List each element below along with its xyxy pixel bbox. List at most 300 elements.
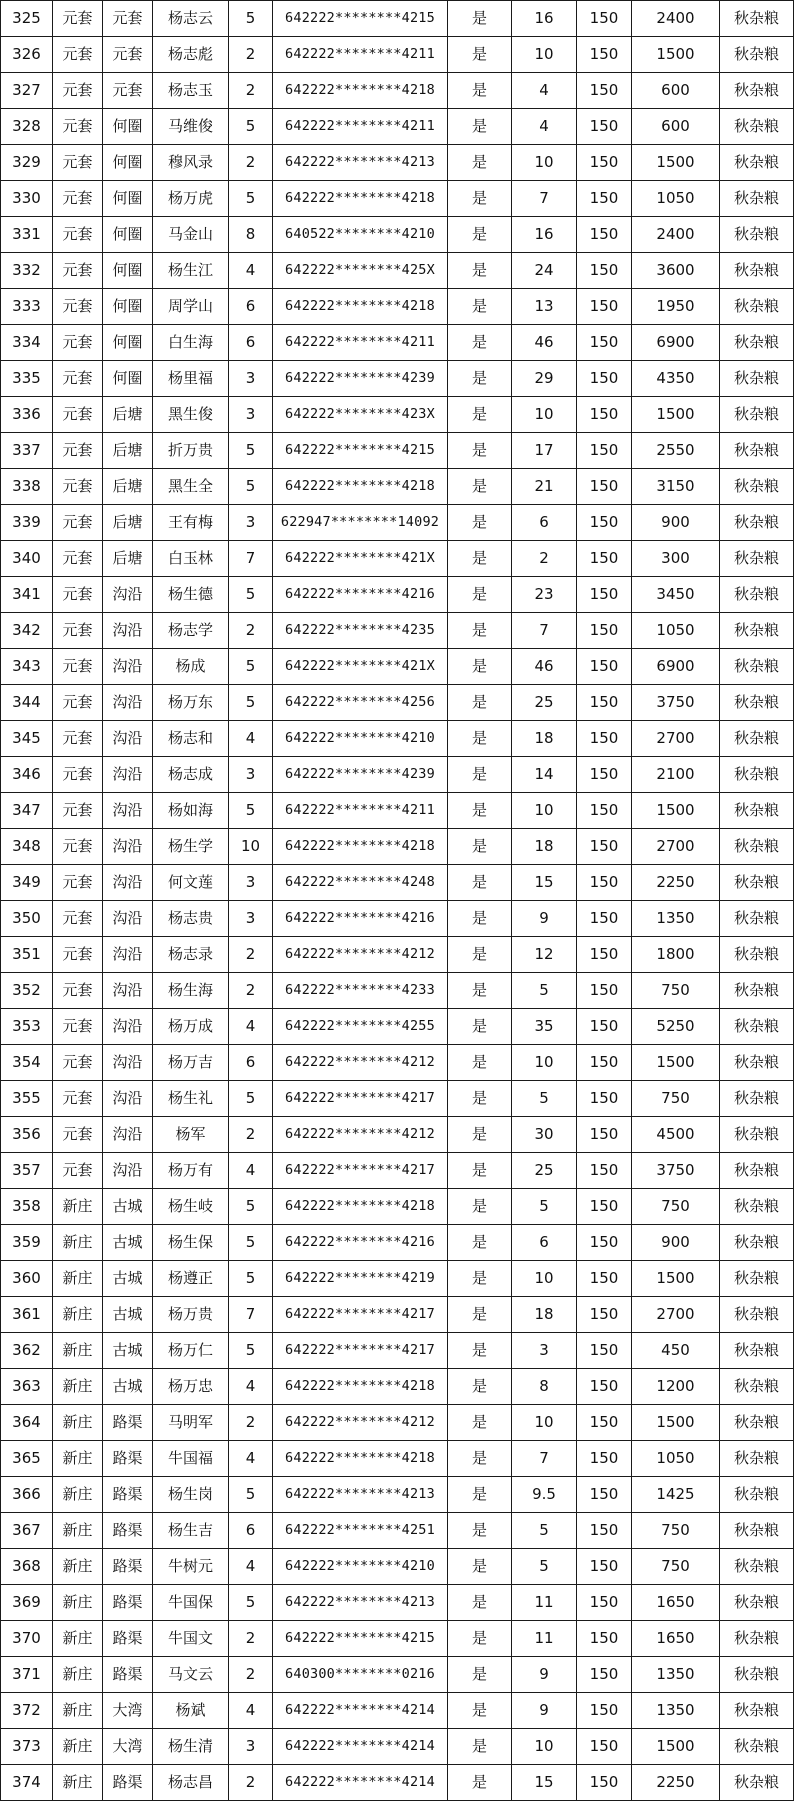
table-row xyxy=(1,901,794,937)
table-row xyxy=(1,1153,794,1189)
row-number-cell: 352 xyxy=(1,973,53,1009)
id-number-cell: 642222********4212 xyxy=(273,1405,448,1441)
area-cell: 7 xyxy=(512,181,577,217)
area-cell: 25 xyxy=(512,1153,577,1189)
table-row xyxy=(1,1477,794,1513)
township-cell: 元套 xyxy=(53,865,103,901)
subsidy-amount-cell: 3150 xyxy=(632,469,720,505)
table-row xyxy=(1,721,794,757)
household-size-cell: 5 xyxy=(229,1,273,37)
area-cell: 8 xyxy=(512,1369,577,1405)
table-row xyxy=(1,37,794,73)
eligibility-flag-cell: 是 xyxy=(448,253,512,289)
household-size-cell: 4 xyxy=(229,1549,273,1585)
row-number-cell: 369 xyxy=(1,1585,53,1621)
eligibility-flag-cell: 是 xyxy=(448,1549,512,1585)
id-number-cell: 642222********4218 xyxy=(273,1189,448,1225)
id-number-cell: 642222********4211 xyxy=(273,793,448,829)
village-cell: 路渠 xyxy=(103,1477,153,1513)
area-cell: 4 xyxy=(512,73,577,109)
eligibility-flag-cell: 是 xyxy=(448,217,512,253)
subsidy-amount-cell: 600 xyxy=(632,109,720,145)
id-number-cell: 642222********4212 xyxy=(273,1117,448,1153)
household-size-cell: 2 xyxy=(229,145,273,181)
township-cell: 新庄 xyxy=(53,1657,103,1693)
crop-type-cell: 秋杂粮 xyxy=(720,1765,794,1801)
township-cell: 元套 xyxy=(53,973,103,1009)
area-cell: 5 xyxy=(512,1549,577,1585)
eligibility-flag-cell: 是 xyxy=(448,109,512,145)
eligibility-flag-cell: 是 xyxy=(448,397,512,433)
name-cell: 何文莲 xyxy=(153,865,229,901)
area-cell: 9 xyxy=(512,901,577,937)
village-cell: 古城 xyxy=(103,1369,153,1405)
subsidy-amount-cell: 1800 xyxy=(632,937,720,973)
row-number-cell: 359 xyxy=(1,1225,53,1261)
eligibility-flag-cell: 是 xyxy=(448,757,512,793)
household-size-cell: 6 xyxy=(229,289,273,325)
row-number-cell: 347 xyxy=(1,793,53,829)
township-cell: 元套 xyxy=(53,1117,103,1153)
table-row xyxy=(1,1297,794,1333)
row-number-cell: 361 xyxy=(1,1297,53,1333)
name-cell: 牛国文 xyxy=(153,1621,229,1657)
crop-type-cell: 秋杂粮 xyxy=(720,1,794,37)
row-number-cell: 341 xyxy=(1,577,53,613)
id-number-cell: 642222********4217 xyxy=(273,1333,448,1369)
row-number-cell: 345 xyxy=(1,721,53,757)
subsidy-amount-cell: 1650 xyxy=(632,1621,720,1657)
household-size-cell: 2 xyxy=(229,1657,273,1693)
village-cell: 沟沿 xyxy=(103,901,153,937)
id-number-cell: 642222********425X xyxy=(273,253,448,289)
id-number-cell: 642222********4213 xyxy=(273,1477,448,1513)
eligibility-flag-cell: 是 xyxy=(448,1009,512,1045)
village-cell: 何圈 xyxy=(103,181,153,217)
township-cell: 新庄 xyxy=(53,1513,103,1549)
table-row xyxy=(1,1225,794,1261)
subsidy-rate-cell: 150 xyxy=(577,1441,632,1477)
eligibility-flag-cell: 是 xyxy=(448,1117,512,1153)
subsidy-rate-cell: 150 xyxy=(577,937,632,973)
area-cell: 35 xyxy=(512,1009,577,1045)
row-number-cell: 366 xyxy=(1,1477,53,1513)
eligibility-flag-cell: 是 xyxy=(448,973,512,1009)
village-cell: 沟沿 xyxy=(103,757,153,793)
household-size-cell: 6 xyxy=(229,1045,273,1081)
household-size-cell: 4 xyxy=(229,1693,273,1729)
eligibility-flag-cell: 是 xyxy=(448,1333,512,1369)
township-cell: 元套 xyxy=(53,937,103,973)
table-row xyxy=(1,973,794,1009)
area-cell: 10 xyxy=(512,1261,577,1297)
id-number-cell: 640522********4210 xyxy=(273,217,448,253)
village-cell: 沟沿 xyxy=(103,649,153,685)
name-cell: 马维俊 xyxy=(153,109,229,145)
area-cell: 13 xyxy=(512,289,577,325)
crop-type-cell: 秋杂粮 xyxy=(720,361,794,397)
id-number-cell: 642222********4214 xyxy=(273,1693,448,1729)
subsidy-rate-cell: 150 xyxy=(577,901,632,937)
township-cell: 新庄 xyxy=(53,1693,103,1729)
subsidy-rate-cell: 150 xyxy=(577,757,632,793)
id-number-cell: 642222********4212 xyxy=(273,1045,448,1081)
crop-type-cell: 秋杂粮 xyxy=(720,1369,794,1405)
area-cell: 14 xyxy=(512,757,577,793)
subsidy-rate-cell: 150 xyxy=(577,109,632,145)
household-size-cell: 6 xyxy=(229,1513,273,1549)
table-row xyxy=(1,1585,794,1621)
subsidy-rate-cell: 150 xyxy=(577,1369,632,1405)
eligibility-flag-cell: 是 xyxy=(448,793,512,829)
subsidy-rate-cell: 150 xyxy=(577,1081,632,1117)
household-size-cell: 5 xyxy=(229,1261,273,1297)
table-row xyxy=(1,1369,794,1405)
crop-type-cell: 秋杂粮 xyxy=(720,937,794,973)
name-cell: 杨生清 xyxy=(153,1729,229,1765)
id-number-cell: 640300********0216 xyxy=(273,1657,448,1693)
name-cell: 杨成 xyxy=(153,649,229,685)
household-size-cell: 5 xyxy=(229,469,273,505)
area-cell: 3 xyxy=(512,1333,577,1369)
township-cell: 元套 xyxy=(53,1009,103,1045)
crop-type-cell: 秋杂粮 xyxy=(720,181,794,217)
area-cell: 2 xyxy=(512,541,577,577)
table-row xyxy=(1,505,794,541)
table-row xyxy=(1,1693,794,1729)
area-cell: 29 xyxy=(512,361,577,397)
id-number-cell: 642222********4214 xyxy=(273,1765,448,1801)
household-size-cell: 8 xyxy=(229,217,273,253)
area-cell: 15 xyxy=(512,1765,577,1801)
table-row xyxy=(1,793,794,829)
subsidy-amount-cell: 2700 xyxy=(632,829,720,865)
household-size-cell: 2 xyxy=(229,613,273,649)
area-cell: 24 xyxy=(512,253,577,289)
name-cell: 折万贵 xyxy=(153,433,229,469)
eligibility-flag-cell: 是 xyxy=(448,325,512,361)
row-number-cell: 340 xyxy=(1,541,53,577)
name-cell: 杨万吉 xyxy=(153,1045,229,1081)
table-row xyxy=(1,1,794,37)
village-cell: 路渠 xyxy=(103,1441,153,1477)
township-cell: 元套 xyxy=(53,289,103,325)
subsidy-amount-cell: 1425 xyxy=(632,1477,720,1513)
subsidy-rate-cell: 150 xyxy=(577,217,632,253)
name-cell: 杨志贵 xyxy=(153,901,229,937)
name-cell: 杨生德 xyxy=(153,577,229,613)
area-cell: 10 xyxy=(512,1045,577,1081)
household-size-cell: 2 xyxy=(229,1405,273,1441)
eligibility-flag-cell: 是 xyxy=(448,865,512,901)
area-cell: 9 xyxy=(512,1657,577,1693)
row-number-cell: 328 xyxy=(1,109,53,145)
table-row xyxy=(1,109,794,145)
eligibility-flag-cell: 是 xyxy=(448,73,512,109)
area-cell: 11 xyxy=(512,1585,577,1621)
table-row xyxy=(1,145,794,181)
eligibility-flag-cell: 是 xyxy=(448,1405,512,1441)
area-cell: 11 xyxy=(512,1621,577,1657)
township-cell: 新庄 xyxy=(53,1405,103,1441)
subsidy-rate-cell: 150 xyxy=(577,1189,632,1225)
subsidy-amount-cell: 1650 xyxy=(632,1585,720,1621)
village-cell: 路渠 xyxy=(103,1585,153,1621)
household-size-cell: 4 xyxy=(229,253,273,289)
row-number-cell: 327 xyxy=(1,73,53,109)
subsidy-amount-cell: 750 xyxy=(632,1189,720,1225)
township-cell: 元套 xyxy=(53,577,103,613)
subsidy-rate-cell: 150 xyxy=(577,1693,632,1729)
subsidy-rate-cell: 150 xyxy=(577,145,632,181)
table-row xyxy=(1,181,794,217)
subsidy-amount-cell: 6900 xyxy=(632,649,720,685)
id-number-cell: 642222********4216 xyxy=(273,901,448,937)
subsidy-amount-cell: 900 xyxy=(632,1225,720,1261)
table-row xyxy=(1,937,794,973)
crop-type-cell: 秋杂粮 xyxy=(720,757,794,793)
subsidy-rate-cell: 150 xyxy=(577,1765,632,1801)
household-size-cell: 2 xyxy=(229,1117,273,1153)
id-number-cell: 642222********4218 xyxy=(273,1441,448,1477)
name-cell: 杨生学 xyxy=(153,829,229,865)
subsidy-rate-cell: 150 xyxy=(577,181,632,217)
name-cell: 牛树元 xyxy=(153,1549,229,1585)
household-size-cell: 5 xyxy=(229,433,273,469)
row-number-cell: 355 xyxy=(1,1081,53,1117)
table-row xyxy=(1,757,794,793)
name-cell: 杨志录 xyxy=(153,937,229,973)
area-cell: 12 xyxy=(512,937,577,973)
subsidy-rate-cell: 150 xyxy=(577,361,632,397)
eligibility-flag-cell: 是 xyxy=(448,541,512,577)
name-cell: 牛国保 xyxy=(153,1585,229,1621)
subsidy-rate-cell: 150 xyxy=(577,1333,632,1369)
name-cell: 杨万成 xyxy=(153,1009,229,1045)
row-number-cell: 356 xyxy=(1,1117,53,1153)
household-size-cell: 2 xyxy=(229,973,273,1009)
village-cell: 古城 xyxy=(103,1333,153,1369)
household-size-cell: 3 xyxy=(229,361,273,397)
row-number-cell: 335 xyxy=(1,361,53,397)
township-cell: 新庄 xyxy=(53,1297,103,1333)
subsidy-rate-cell: 150 xyxy=(577,1117,632,1153)
township-cell: 新庄 xyxy=(53,1225,103,1261)
area-cell: 46 xyxy=(512,649,577,685)
crop-type-cell: 秋杂粮 xyxy=(720,685,794,721)
village-cell: 沟沿 xyxy=(103,685,153,721)
crop-type-cell: 秋杂粮 xyxy=(720,541,794,577)
subsidy-amount-cell: 5250 xyxy=(632,1009,720,1045)
subsidy-amount-cell: 1500 xyxy=(632,37,720,73)
township-cell: 新庄 xyxy=(53,1477,103,1513)
table-row xyxy=(1,1117,794,1153)
household-size-cell: 7 xyxy=(229,541,273,577)
eligibility-flag-cell: 是 xyxy=(448,1441,512,1477)
township-cell: 新庄 xyxy=(53,1585,103,1621)
name-cell: 杨志彪 xyxy=(153,37,229,73)
table-row xyxy=(1,1189,794,1225)
subsidy-amount-cell: 750 xyxy=(632,1549,720,1585)
household-size-cell: 3 xyxy=(229,901,273,937)
crop-type-cell: 秋杂粮 xyxy=(720,577,794,613)
subsidy-amount-cell: 1500 xyxy=(632,1045,720,1081)
subsidy-amount-cell: 2400 xyxy=(632,1,720,37)
township-cell: 元套 xyxy=(53,469,103,505)
id-number-cell: 642222********4218 xyxy=(273,829,448,865)
id-number-cell: 622947********14092 xyxy=(273,505,448,541)
id-number-cell: 642222********4211 xyxy=(273,109,448,145)
village-cell: 路渠 xyxy=(103,1621,153,1657)
eligibility-flag-cell: 是 xyxy=(448,1693,512,1729)
table-row xyxy=(1,1333,794,1369)
village-cell: 沟沿 xyxy=(103,1081,153,1117)
name-cell: 白生海 xyxy=(153,325,229,361)
table-row xyxy=(1,1549,794,1585)
crop-type-cell: 秋杂粮 xyxy=(720,1621,794,1657)
id-number-cell: 642222********4213 xyxy=(273,1585,448,1621)
household-size-cell: 2 xyxy=(229,1621,273,1657)
crop-type-cell: 秋杂粮 xyxy=(720,1009,794,1045)
id-number-cell: 642222********4216 xyxy=(273,577,448,613)
id-number-cell: 642222********4218 xyxy=(273,469,448,505)
village-cell: 沟沿 xyxy=(103,1045,153,1081)
crop-type-cell: 秋杂粮 xyxy=(720,865,794,901)
subsidy-amount-cell: 2400 xyxy=(632,217,720,253)
id-number-cell: 642222********4218 xyxy=(273,289,448,325)
township-cell: 新庄 xyxy=(53,1369,103,1405)
subsidy-rate-cell: 150 xyxy=(577,1621,632,1657)
subsidy-rate-cell: 150 xyxy=(577,577,632,613)
row-number-cell: 362 xyxy=(1,1333,53,1369)
subsidy-rate-cell: 150 xyxy=(577,541,632,577)
village-cell: 沟沿 xyxy=(103,793,153,829)
crop-type-cell: 秋杂粮 xyxy=(720,1333,794,1369)
id-number-cell: 642222********4218 xyxy=(273,181,448,217)
id-number-cell: 642222********423X xyxy=(273,397,448,433)
subsidy-amount-cell: 300 xyxy=(632,541,720,577)
row-number-cell: 343 xyxy=(1,649,53,685)
crop-type-cell: 秋杂粮 xyxy=(720,325,794,361)
eligibility-flag-cell: 是 xyxy=(448,901,512,937)
village-cell: 古城 xyxy=(103,1225,153,1261)
table-row xyxy=(1,253,794,289)
crop-type-cell: 秋杂粮 xyxy=(720,793,794,829)
subsidy-amount-cell: 3750 xyxy=(632,685,720,721)
subsidy-rate-cell: 150 xyxy=(577,613,632,649)
crop-type-cell: 秋杂粮 xyxy=(720,1657,794,1693)
name-cell: 杨万有 xyxy=(153,1153,229,1189)
row-number-cell: 325 xyxy=(1,1,53,37)
crop-type-cell: 秋杂粮 xyxy=(720,901,794,937)
row-number-cell: 354 xyxy=(1,1045,53,1081)
crop-type-cell: 秋杂粮 xyxy=(720,217,794,253)
village-cell: 元套 xyxy=(103,1,153,37)
crop-type-cell: 秋杂粮 xyxy=(720,1225,794,1261)
name-cell: 杨志云 xyxy=(153,1,229,37)
eligibility-flag-cell: 是 xyxy=(448,433,512,469)
household-size-cell: 2 xyxy=(229,1765,273,1801)
household-size-cell: 7 xyxy=(229,1297,273,1333)
eligibility-flag-cell: 是 xyxy=(448,1261,512,1297)
subsidy-rate-cell: 150 xyxy=(577,325,632,361)
subsidy-rate-cell: 150 xyxy=(577,1477,632,1513)
subsidy-rate-cell: 150 xyxy=(577,1297,632,1333)
id-number-cell: 642222********421X xyxy=(273,541,448,577)
id-number-cell: 642222********4213 xyxy=(273,145,448,181)
name-cell: 马明军 xyxy=(153,1405,229,1441)
township-cell: 元套 xyxy=(53,829,103,865)
village-cell: 后塘 xyxy=(103,541,153,577)
id-number-cell: 642222********4211 xyxy=(273,325,448,361)
area-cell: 5 xyxy=(512,1513,577,1549)
area-cell: 9.5 xyxy=(512,1477,577,1513)
subsidy-rate-cell: 150 xyxy=(577,1513,632,1549)
name-cell: 杨生礼 xyxy=(153,1081,229,1117)
name-cell: 杨生保 xyxy=(153,1225,229,1261)
id-number-cell: 642222********4218 xyxy=(273,73,448,109)
table-row xyxy=(1,217,794,253)
table-row xyxy=(1,361,794,397)
village-cell: 何圈 xyxy=(103,145,153,181)
township-cell: 新庄 xyxy=(53,1189,103,1225)
eligibility-flag-cell: 是 xyxy=(448,1477,512,1513)
village-cell: 大湾 xyxy=(103,1693,153,1729)
village-cell: 沟沿 xyxy=(103,829,153,865)
eligibility-flag-cell: 是 xyxy=(448,613,512,649)
row-number-cell: 358 xyxy=(1,1189,53,1225)
subsidy-rate-cell: 150 xyxy=(577,1729,632,1765)
area-cell: 18 xyxy=(512,829,577,865)
eligibility-flag-cell: 是 xyxy=(448,685,512,721)
eligibility-flag-cell: 是 xyxy=(448,829,512,865)
eligibility-flag-cell: 是 xyxy=(448,37,512,73)
id-number-cell: 642222********4248 xyxy=(273,865,448,901)
subsidy-amount-cell: 3600 xyxy=(632,253,720,289)
table-row xyxy=(1,865,794,901)
area-cell: 18 xyxy=(512,721,577,757)
name-cell: 穆风录 xyxy=(153,145,229,181)
township-cell: 元套 xyxy=(53,613,103,649)
village-cell: 元套 xyxy=(103,73,153,109)
village-cell: 沟沿 xyxy=(103,577,153,613)
subsidy-amount-cell: 1350 xyxy=(632,901,720,937)
household-size-cell: 5 xyxy=(229,1477,273,1513)
name-cell: 杨万东 xyxy=(153,685,229,721)
id-number-cell: 642222********4217 xyxy=(273,1297,448,1333)
area-cell: 15 xyxy=(512,865,577,901)
area-cell: 18 xyxy=(512,1297,577,1333)
crop-type-cell: 秋杂粮 xyxy=(720,1729,794,1765)
table-row xyxy=(1,1441,794,1477)
village-cell: 何圈 xyxy=(103,217,153,253)
area-cell: 23 xyxy=(512,577,577,613)
subsidy-rate-cell: 150 xyxy=(577,793,632,829)
township-cell: 新庄 xyxy=(53,1333,103,1369)
subsidy-rate-cell: 150 xyxy=(577,829,632,865)
area-cell: 10 xyxy=(512,1729,577,1765)
eligibility-flag-cell: 是 xyxy=(448,1153,512,1189)
township-cell: 元套 xyxy=(53,361,103,397)
table-row xyxy=(1,1081,794,1117)
crop-type-cell: 秋杂粮 xyxy=(720,1513,794,1549)
eligibility-flag-cell: 是 xyxy=(448,721,512,757)
eligibility-flag-cell: 是 xyxy=(448,1297,512,1333)
id-number-cell: 642222********4255 xyxy=(273,1009,448,1045)
eligibility-flag-cell: 是 xyxy=(448,469,512,505)
area-cell: 6 xyxy=(512,1225,577,1261)
id-number-cell: 642222********4233 xyxy=(273,973,448,1009)
